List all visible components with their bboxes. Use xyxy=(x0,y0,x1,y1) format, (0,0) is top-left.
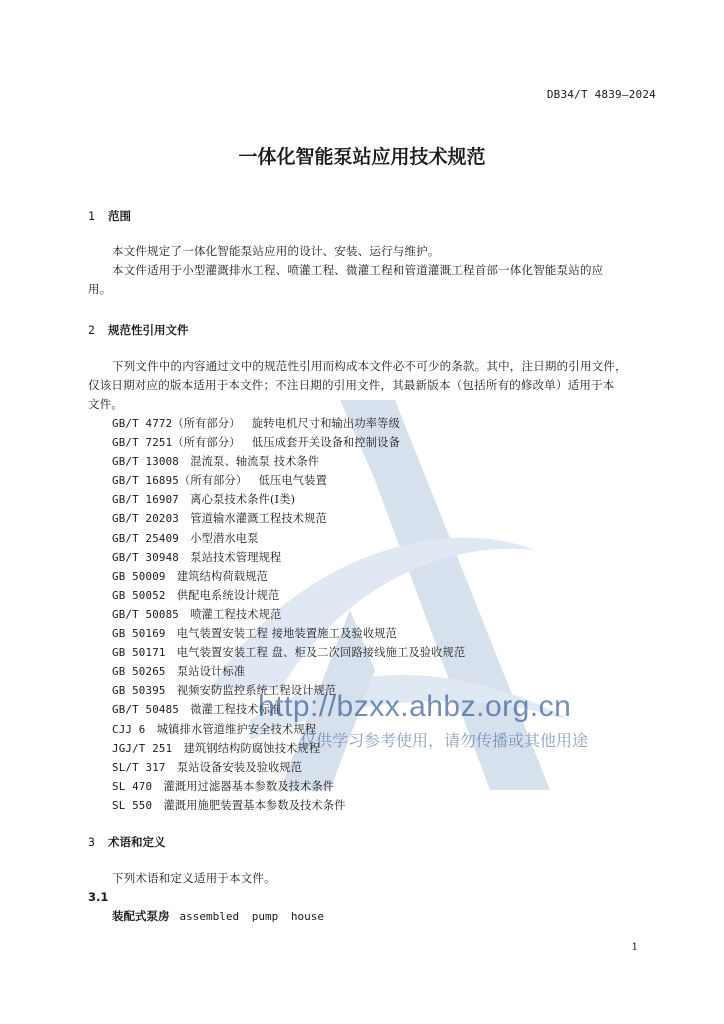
watermark-note: 仅供学习参考使用，请勿传播或其他用途 xyxy=(300,731,589,750)
document-title: 一体化智能泵站应用技术规范 xyxy=(238,146,486,168)
reference-item xyxy=(112,662,465,681)
reference-name: 低压成套开关设备和控制设备 xyxy=(251,436,400,450)
reference-code: GB/T 50485 xyxy=(112,703,180,717)
reference-name: 城镇排水管道维护安全技术规程 xyxy=(156,722,317,736)
reference-code: CJJ 6 xyxy=(112,722,146,736)
reference-name: 视频安防监控系统工程设计规范 xyxy=(176,684,337,698)
reference-item xyxy=(112,777,465,796)
term-entry xyxy=(112,908,324,924)
section-number: 3 xyxy=(88,835,95,849)
term-english: assembled pump house xyxy=(179,910,324,923)
paragraph-line: 下列文件中的内容通过文中的规范性引用而构成本文件必不可少的条款。其中，注日期的引用文件， xyxy=(112,359,627,373)
reference-note: （所有部分） xyxy=(172,417,241,430)
reference-name: 建筑钢结构防腐蚀技术规程 xyxy=(183,741,321,755)
reference-note: （所有部分） xyxy=(179,474,248,488)
reference-code: GB/T 25409 xyxy=(112,531,180,545)
reference-name: 旋转电机尺寸和输出功率等级 xyxy=(251,417,400,430)
reference-code: SL/T 317 xyxy=(112,760,166,774)
reference-name: 灌溉用过滤器基本参数及技术条件 xyxy=(163,779,335,793)
reference-name: 建筑结构荷载规范 xyxy=(176,569,268,583)
reference-name: 小型潜水电泵 xyxy=(190,531,259,545)
references-intro xyxy=(88,357,658,414)
section-heading-references xyxy=(88,322,189,338)
terms-intro xyxy=(88,869,658,888)
reference-name: 低压电气装置 xyxy=(258,474,327,488)
term-number: 3.1 xyxy=(88,890,109,904)
section-number: 2 xyxy=(88,323,95,337)
reference-item xyxy=(112,796,465,815)
reference-code: GB 50052 xyxy=(112,588,166,602)
reference-code: GB/T 50085 xyxy=(112,607,180,621)
reference-code: GB 50265 xyxy=(112,665,166,679)
section-title: 范围 xyxy=(108,209,131,223)
reference-item xyxy=(112,758,465,777)
reference-item xyxy=(112,433,465,452)
reference-name: 灌溉用施肥装置基本参数及技术条件 xyxy=(163,798,346,812)
reference-item xyxy=(112,471,465,490)
reference-code: JGJ/T 251 xyxy=(112,741,173,755)
reference-item xyxy=(112,414,465,433)
reference-code: GB/T 30948 xyxy=(112,550,180,564)
reference-name: 电气装置安装工程 接地装置施工及验收规范 xyxy=(176,627,398,641)
section-number: 1 xyxy=(88,209,95,223)
section-heading-terms xyxy=(88,834,166,850)
section-heading-scope xyxy=(88,208,131,224)
reference-item xyxy=(112,586,465,605)
reference-name: 电气装置安装工程 盘、柜及二次回路接线施工及验收规范 xyxy=(176,646,466,660)
reference-item xyxy=(112,643,465,662)
term-chinese: 装配式泵房 xyxy=(112,909,170,923)
watermark-url: http://bzxx.ahbz.org.cn xyxy=(258,690,572,723)
reference-code: GB 50171 xyxy=(112,646,166,660)
section-title: 术语和定义 xyxy=(108,835,166,849)
standard-code: DB34/T 4839—2024 xyxy=(546,88,656,101)
reference-code: GB 50009 xyxy=(112,569,166,583)
reference-code: GB/T 16907 xyxy=(112,493,180,507)
reference-item xyxy=(112,490,465,509)
reference-name: 泵站设计标准 xyxy=(176,665,246,679)
reference-item xyxy=(112,529,465,548)
paragraph-line: 用。 xyxy=(88,282,112,296)
reference-code: GB/T 7251 xyxy=(112,436,173,450)
reference-code: GB/T 4772 xyxy=(112,417,173,430)
scope-paragraph xyxy=(88,242,658,299)
reference-code: GB 50169 xyxy=(112,627,166,641)
paragraph-line: 下列术语和定义适用于本文件。 xyxy=(112,871,276,885)
reference-item xyxy=(112,567,465,586)
reference-item xyxy=(112,509,465,528)
paragraph-line: 本文件规定了一体化智能泵站应用的设计、安装、运行与维护。 xyxy=(112,244,440,258)
reference-name: 供配电系统设计规范 xyxy=(176,588,280,602)
reference-code: GB/T 16895 xyxy=(112,474,180,488)
paragraph-line: 文件。 xyxy=(88,397,124,411)
paragraph-line: 仅该日期对应的版本适用于本文件；不注日期的引用文件，其最新版本（包括所有的修改单）适用于本 xyxy=(88,378,615,392)
reference-code: SL 470 xyxy=(112,779,153,793)
reference-name: 微灌工程技术标准 xyxy=(190,703,282,717)
reference-name: 泵站技术管理规程 xyxy=(190,550,282,564)
reference-name: 混流泵、轴流泵 技术条件 xyxy=(190,455,320,469)
reference-name: 泵站设备安装及验收规范 xyxy=(176,760,303,774)
reference-name: 管道输水灌溉工程技术规范 xyxy=(190,512,327,526)
reference-code: GB/T 13008 xyxy=(112,455,180,469)
reference-code: GB 50395 xyxy=(112,684,166,698)
reference-item xyxy=(112,624,465,643)
section-title: 规范性引用文件 xyxy=(108,323,189,337)
reference-code: SL 550 xyxy=(112,798,153,812)
reference-item xyxy=(112,452,465,471)
reference-item xyxy=(112,605,465,624)
reference-note: （所有部分） xyxy=(172,436,241,450)
paragraph-line: 本文件适用于小型灌溉排水工程、喷灌工程、微灌工程和管道灌溉工程首部一体化智能泵站的应 xyxy=(112,263,604,277)
reference-name: 离心泵技术条件(Ⅰ类) xyxy=(190,493,296,507)
page-number: 1 xyxy=(631,942,638,953)
reference-code: GB/T 20203 xyxy=(112,512,180,526)
reference-list xyxy=(112,414,465,815)
reference-item xyxy=(112,548,465,567)
reference-name: 喷灌工程技术规范 xyxy=(190,607,282,621)
